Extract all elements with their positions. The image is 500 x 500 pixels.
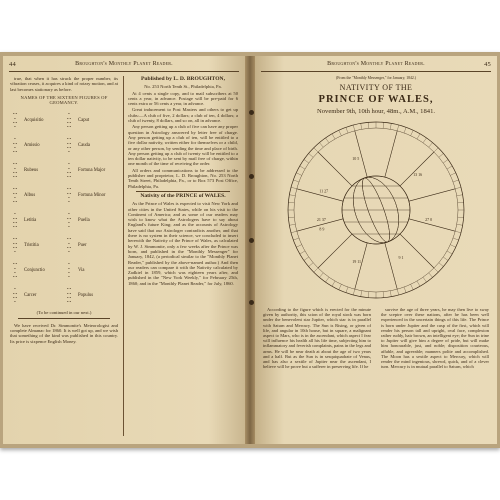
house-cusp — [400, 234, 434, 268]
degree-tick — [361, 291, 362, 297]
degree-tick — [429, 273, 433, 278]
degree-tick — [296, 173, 301, 176]
degree-tick — [368, 292, 369, 298]
geomancy-figure — [10, 237, 64, 255]
degree-tick — [300, 166, 305, 169]
degree-tick — [450, 245, 455, 248]
geomancy-dots-icon: • • • • • • • — [13, 186, 17, 205]
geomancy-dots-icon: • • • • • • — [13, 136, 17, 155]
running-header — [261, 61, 491, 70]
geomancy-figure — [10, 112, 64, 130]
geomancy-row — [10, 208, 118, 233]
left-column — [10, 76, 118, 345]
running-header — [9, 61, 239, 70]
degree-tick — [397, 125, 399, 131]
degree-tick — [453, 180, 459, 182]
degree-tick — [326, 277, 329, 282]
degree-tick — [397, 289, 399, 295]
geomancy-name: Letitia — [24, 218, 37, 224]
geomancy-name: Via — [78, 268, 85, 274]
degree-tick — [404, 127, 406, 133]
left-page — [3, 56, 245, 444]
intro-paragraph: true, that when it has struck the proper number, its vibration ceases, it acquires a kind of rotary motion, and at last becomes stationary as before. — [10, 76, 118, 92]
degree-tick — [443, 257, 448, 260]
degree-tick — [339, 284, 342, 289]
degree-tick — [434, 148, 438, 152]
chart-label: 13 16 — [413, 172, 423, 178]
degree-tick — [296, 245, 301, 248]
degree-tick — [434, 268, 438, 272]
geomancy-figure — [10, 212, 64, 230]
degree-tick — [339, 130, 342, 135]
geomancy-dots-icon: • • • • • • — [13, 111, 17, 130]
nativity-offer-paragraph: Any person getting up a club of five can have any proper question in Astrology answered by letter free of charge. Any person getting up a club of ten, will be entitled to a five dollar nativity, written either for themselves or a child, or any other person, by sending the time and place of birth. Any person getting up a club of twenty will be entitled to a ten dollar nativity, to be sent by mail free of charge, within one month of the time of receiving the order. — [128, 124, 238, 167]
publisher-heading: Published by L. D. BROUGHTON, — [141, 76, 225, 82]
commentary-columns — [263, 307, 489, 370]
degree-tick — [291, 231, 297, 233]
degree-tick — [289, 224, 295, 225]
geomancy-name: Amissio — [24, 143, 40, 149]
chart-label: 8 9 — [319, 226, 325, 232]
degree-tick — [457, 224, 463, 225]
geomancy-dots-icon: • • • • • • — [67, 161, 71, 180]
geomancy-dots-icon: • • • • • • • — [13, 211, 17, 230]
nativity-chart — [285, 119, 467, 301]
geomancy-dots-icon: • • • • • • — [13, 286, 17, 305]
geomancy-name: Carcer — [24, 293, 37, 299]
geomancy-name: Albus — [24, 193, 36, 199]
birth-date-line: November 9th, 10th hour, 48m., A.M., 1841. — [316, 108, 436, 115]
header-rule — [261, 71, 491, 72]
running-title: Broughton's Monthly Planet Reader. — [75, 61, 173, 67]
binding-hole — [249, 300, 254, 305]
degree-tick — [453, 238, 459, 240]
house-cusp — [355, 131, 367, 177]
continued-note: (To be continued in our next.) — [36, 310, 92, 316]
geomancy-row — [10, 233, 118, 258]
column-divider — [123, 76, 124, 436]
degree-tick — [291, 187, 297, 189]
geomancy-name: Puer — [78, 243, 87, 249]
geomancy-figure — [64, 212, 118, 230]
degree-tick — [447, 251, 452, 254]
degree-tick — [443, 160, 448, 163]
degree-tick — [383, 122, 384, 128]
degree-tick — [309, 153, 314, 157]
degree-tick — [346, 287, 348, 293]
degree-tick — [361, 123, 362, 129]
header-rule — [9, 71, 239, 72]
degree-tick — [390, 123, 391, 129]
geomancy-figures — [10, 108, 118, 308]
section-rule — [18, 318, 110, 319]
commentary-text: According to the figure which is erected for the minute given by authority, this scion of the royal stock was born under the benevolent star Jupiter, which star is in parallel with Saturn and Mercury. The Sun is Rising, or given of life, and angular in 10th house, but in square, a malignant aspect to Mars, who is in the ascendant, which aspect I fear will influence his health all his life time, subjecting him to inflammatory and feverish complaints, pains in the legs and arms. He will be near death at about the age of two years and a half. But as the Sun is in sesquiquadrate of Venus, and has also a sextile of Jupiter near the ascendant, I believe will he prove but a sufferer in preserving life. If he — [263, 307, 371, 370]
binding-hole — [249, 174, 254, 179]
geomancy-figure — [64, 162, 118, 180]
degree-tick — [353, 125, 355, 131]
chart-label: 9 1 — [398, 255, 404, 261]
geomancy-dots-icon: • • • • • • • — [13, 236, 17, 255]
chart-label: 10 5 — [352, 155, 360, 161]
degree-tick — [309, 263, 314, 267]
geomancy-name: Populus — [78, 293, 94, 299]
commentary-text: survive the age of three years, he may then live to sway the sceptre over these nations, after he has been well experienced in the uncertain things of this life. The Prince is born under Jupiter and the cusp of the first, which will render his person tall and upright, oval face, complexion rather ruddy, hair brown, an intelligent eye; the Sun in trine to Jupiter will give him a degree of pride, but will make him honourable, just, and noble; disposition courteous, affable, and agreeable; manners polite and accomplished. The Moon has a sextile aspect to Mercury, which will render the mind ingenious, shrewd, quick, and of a clever turn. Mercury is in mutual parallel to Saturn, which — [381, 307, 489, 370]
geomancy-dots-icon: • • • • • • — [67, 186, 71, 205]
degree-tick — [288, 202, 294, 203]
degree-tick — [319, 143, 323, 148]
running-title: Broughton's Monthly Planet Reader. — [327, 61, 425, 67]
degree-tick — [439, 153, 444, 157]
degree-tick — [450, 173, 455, 176]
almanac-paragraph: We have received Dr. Simmonite's Meteorologist and complete Almanac for 1860. It is well got up, and we wish that something of the kind was published in this country. Its price is sixpence English Money. — [10, 322, 118, 344]
nativity-heading: Nativity of the PRINCE of WALES. — [140, 192, 226, 199]
degree-tick — [404, 287, 406, 293]
degree-tick — [447, 166, 452, 169]
house-cusp — [318, 234, 352, 268]
page-number: 44 — [9, 61, 16, 68]
chart-label: 11 27 — [319, 188, 329, 194]
degree-tick — [300, 251, 305, 254]
degree-tick — [457, 195, 463, 196]
geomancy-name: Puella — [78, 218, 90, 224]
geomancy-dots-icon: • • • • — [68, 261, 70, 280]
house-cusp — [318, 152, 352, 186]
chart-label: 21 37 — [316, 217, 326, 223]
page-number: 45 — [484, 61, 491, 68]
house-cusp — [355, 243, 367, 289]
source-line: (From the "Monthly Messenger," for January, 1842.) — [336, 76, 416, 80]
commentary-left — [263, 307, 371, 370]
geomancy-dots-icon: • • • • • — [67, 211, 71, 230]
degree-tick — [390, 291, 391, 297]
house-cusp — [385, 243, 397, 289]
house-cusp — [385, 131, 397, 177]
degree-tick — [455, 231, 461, 233]
geomancy-row — [10, 258, 118, 283]
degree-tick — [319, 273, 323, 278]
prince-title: PRINCE OF WALES, — [318, 94, 434, 105]
binding-hole — [249, 110, 254, 115]
geomancy-dots-icon: • • • • • • • — [67, 136, 71, 155]
geomancy-row — [10, 283, 118, 308]
degree-tick — [383, 292, 384, 298]
degree-tick — [288, 217, 294, 218]
degree-tick — [411, 130, 414, 135]
degree-tick — [423, 138, 426, 143]
degree-tick — [332, 281, 335, 286]
geomancy-name: Caput — [78, 118, 90, 124]
geomancy-figure — [10, 287, 64, 305]
geomancy-figure — [64, 287, 118, 305]
degree-tick — [439, 263, 444, 267]
binding-hole — [249, 238, 254, 243]
degree-tick — [417, 134, 420, 139]
house-cusp — [409, 189, 455, 201]
degree-tick — [346, 127, 348, 133]
degree-tick — [304, 160, 309, 163]
geomancy-row — [10, 183, 118, 208]
geomancy-dots-icon: • • • • • • — [67, 236, 71, 255]
chart-label: 27 0 — [425, 217, 433, 223]
chart-label: 19 11 — [352, 259, 362, 265]
geomancy-figure — [64, 137, 118, 155]
degree-tick — [455, 187, 461, 189]
degree-tick — [326, 138, 329, 143]
geomancy-figure — [10, 262, 64, 280]
degree-tick — [304, 257, 309, 260]
orders-paragraph: All orders and communications to be addressed to the publisher and proprietor, L. D. Broughton, No. 253 North Tenth Street, Philadelphia, Pa., or to Box 573 Post Office, Philadelphia, Pa. — [128, 167, 238, 189]
degree-tick — [423, 277, 426, 282]
geomancy-figure — [64, 237, 118, 255]
title-line: NATIVITY OF THE — [339, 83, 413, 92]
right-column — [128, 76, 238, 287]
figures-heading: NAMES OF THE SIXTEEN FIGURES OF GEOMANCY. — [20, 94, 108, 106]
geomancy-dots-icon: • • • • • • — [13, 261, 17, 280]
degree-tick — [314, 268, 318, 272]
geomancy-name: Conjunctio — [24, 268, 45, 274]
geomancy-figure — [10, 162, 64, 180]
geomancy-row — [10, 158, 118, 183]
geomancy-dots-icon: • • • • • • • — [67, 111, 71, 130]
degree-tick — [289, 195, 295, 196]
pricing-paragraph: At 4 cents a single copy, and to mail subscribers at 50 cents a year, in advance. Postage will be pre-paid for 6 cents extra or 56 cents a year, in advance. — [128, 90, 238, 107]
degree-tick — [353, 289, 355, 295]
clubs-paragraph: Great inducement to Post Masters and others to get up clubs:—A club of five, 2 dollars; a club of ten, 4 dollars; a club of twenty, 8 dollars, and so on, all in advance. — [128, 107, 238, 124]
section-rule — [136, 191, 230, 192]
geomancy-name: Fortuna Major — [78, 168, 106, 174]
degree-tick — [458, 217, 464, 218]
degree-tick — [293, 238, 299, 240]
degree-tick — [332, 134, 335, 139]
nativity-paragraph: As the Prince of Wales is expected to visit New York and other cities in the United States, while on his visit to the Continent of America; and as some of our readers may wish to know what the Astrologers have to say about England's future King; and as the accounts of Astrology have said that our Astrologer contradicts another, and that there is no system in their science, we concluded to insert herewith the Nativity of the Prince of Wales, as calculated by W. J. Simmonite, only a few weeks after the Prince was born, and published in the "Monthly Messenger" for January, 1842, (a periodical similar to the "Monthly Planet Reader," published by the above-named author.) And then our readers can compare it with the Nativity calculated by Zadkiel in 1859, which was eighteen years after, and published in the "New York Weekly," for February 25th, 1860; and in the "Monthly Planet Reader," for July, 1860. — [128, 201, 238, 286]
degree-tick — [314, 148, 318, 152]
geomancy-dots-icon: • • • • • • • — [13, 161, 17, 180]
right-page — [255, 56, 497, 444]
publisher-address: No. 253 North Tenth St., Philadelphia, Pa. — [144, 84, 222, 90]
degree-tick — [368, 122, 369, 128]
horoscope-figure — [285, 119, 467, 301]
degree-tick — [293, 180, 299, 182]
degree-tick — [411, 284, 414, 289]
degree-tick — [458, 202, 464, 203]
geomancy-name: Acquisitio — [24, 118, 44, 124]
geomancy-figure — [64, 262, 118, 280]
house-cusp — [400, 152, 434, 186]
geomancy-name: Fortuna Minor — [78, 193, 106, 199]
geomancy-row — [10, 133, 118, 158]
geomancy-figure — [64, 112, 118, 130]
degree-tick — [417, 281, 420, 286]
commentary-right — [381, 307, 489, 370]
degree-tick — [429, 143, 433, 148]
geomancy-name: Rubeus — [24, 168, 39, 174]
geomancy-name: Tristitia — [24, 243, 39, 249]
geomancy-row — [10, 108, 118, 133]
geomancy-dots-icon: • • • • • • • • — [67, 286, 71, 305]
geomancy-figure — [10, 187, 64, 205]
geomancy-figure — [10, 137, 64, 155]
geomancy-name: Cauda — [78, 143, 90, 149]
geomancy-figure — [64, 187, 118, 205]
